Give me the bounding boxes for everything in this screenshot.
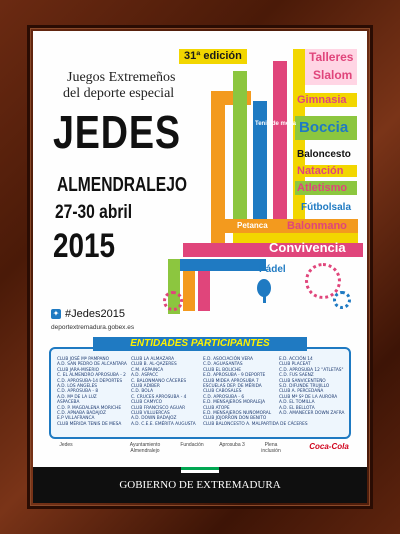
entidades-heading: ENTIDADES PARTICIPANTES (93, 337, 307, 351)
entidad-item: CLUB FRANCISCO AGUAR (131, 405, 186, 411)
entidad-item: CLUB LA ALMAZARA (131, 357, 175, 362)
entidad-item: E.D. MENSAJEROS NUÑOMORAL (203, 411, 272, 417)
government-label: GOBIERNO DE EXTREMADURA (119, 479, 281, 491)
tube-green-vertical (233, 71, 247, 241)
entidades-box (49, 347, 351, 439)
entidad-item: ESCUELAS DEP. DE MÉRIDA (203, 384, 262, 390)
logo-jedes: Jedes (59, 442, 73, 448)
entidad-item: C.D. APNABA BADAJOZ (57, 411, 106, 417)
twitter-icon: ✦ (52, 309, 60, 318)
entidad-item: CLUB CAMYCO (131, 400, 163, 406)
event-dates: 27-30 abril (55, 202, 133, 223)
entidad-item: CLUB ADIBER (131, 384, 160, 390)
event-title-line1: Juegos Extremeños (67, 70, 176, 85)
entidad-item: CLUB CABOSALES (203, 389, 242, 395)
sport-petanca: Petanca (237, 221, 268, 230)
entidad-item: ASPACEBA (57, 400, 80, 406)
entidad-item: A.D. Mª DE LA LUZ (57, 394, 97, 400)
entidad-item: CLUB A. PERCEDANA (279, 389, 324, 395)
entidad-item: C.D. P. MAGDALENA MORICHE (57, 405, 122, 411)
entidad-item: A.D. EL BELLOTA (279, 405, 315, 411)
event-name: JEDES (53, 106, 181, 158)
logo-coca-cola: Coca-Cola (309, 442, 349, 451)
entidad-item: CLUB PLACEAT (279, 362, 311, 368)
hashtag: #Jedes2015 (65, 308, 125, 320)
entidad-item: CLUB EL BOLICHE (203, 367, 241, 373)
entidad-item: C.D. APROSUBA-14 DEPORTES (57, 378, 123, 384)
entidad-item: E.D. MENSAJEROS MORALEJA (203, 400, 266, 406)
event-city: ALMENDRALEJO (57, 174, 188, 196)
entidad-item: A.D. SAN PEDRO DE ALCANTARA (57, 362, 127, 368)
entidad-item: CLUB SANVICENTEÑO (279, 378, 326, 384)
sport-futbolsala: Fútbolsala (301, 202, 352, 213)
sport-atletismo: Atletismo (297, 182, 348, 194)
entidad-item: CLUB VILLUERCAS (131, 411, 170, 417)
flag-icon (181, 467, 219, 477)
entidad-item: A.D. ASPACC (131, 373, 159, 379)
tube-pink-left (198, 271, 210, 311)
entidad-item: C.D. AGUASANTAS (203, 362, 243, 368)
logo-aprosuba: Aprosuba 3 (219, 442, 245, 448)
entidad-item: C.D. APROSUBA - 6 (203, 394, 245, 400)
entidad-item: CLUB ATOPE (203, 405, 230, 411)
dotted-ring-small-icon (333, 291, 351, 309)
entidad-item: CLUB BALONCESTO A. MALPARTIDA DE CÁCERES (203, 421, 308, 427)
entidad-item: A.D. DOWN BADAJOZ (131, 416, 177, 422)
sport-baloncesto: Baloncesto (297, 149, 351, 160)
entidades-col4 (279, 357, 344, 416)
sport-boccia: Boccia (299, 119, 349, 136)
entidad-item: C. CRUCES APROSUBA - 4 (131, 394, 187, 400)
entidad-item: C.D. APROSUBA - 8 (57, 389, 99, 395)
website: deportextremadura.gobex.es (51, 324, 135, 331)
entidad-item: S.D. DIFUNDE TRUJILLO (279, 384, 330, 390)
padel-handle-icon (263, 295, 266, 303)
entidad-item: C.M. ASPAINCA (131, 367, 164, 373)
entidad-item: E.D. ACCIÓN 14 (279, 357, 313, 362)
entidad-item: CLUB JOSÉ Mª PAMPANO (57, 357, 110, 362)
event-year: 2015 (53, 227, 116, 265)
entidad-item: C.D. APROSUBA 12 "ATLETAS" (279, 367, 344, 373)
sport-talleres: Talleres (309, 50, 354, 64)
entidad-item: E.D. ASOCIACIÓN VERA (203, 357, 253, 362)
edition-badge: 31ª edición (179, 49, 247, 64)
entidad-item: CLUB Mª Sº DE LA AURORA (279, 394, 338, 400)
sport-gimnasia: Gimnasia (297, 94, 347, 106)
logo-fundacion: Fundación (180, 442, 204, 448)
event-title-line2: del deporte especial (63, 86, 175, 101)
sport-tenis-de-mesa: Tenis de mesa (255, 121, 296, 127)
dotted-ring-icon (163, 291, 183, 311)
entidades-col2 (131, 357, 196, 427)
sport-padel: Pádel (259, 264, 286, 275)
entidad-item: C. EL ALMENDRO APROSUBA - 2 (57, 373, 126, 379)
sport-convivencia: Convivencia (269, 240, 346, 255)
entidad-item: C.D. FUS SAENZ (279, 373, 314, 379)
entidad-item: E.D. APROSUBA - 9 DEPORTE (203, 373, 266, 379)
entidad-item: CLUB JOJORRON DON BENITO (203, 416, 267, 422)
entidad-item: CLUB MIDEA APROSUBA 7 (203, 378, 259, 384)
sport-natacion: Natación (297, 165, 344, 177)
entidad-item: CLUB MÉRIDA TENIS DE MESA (57, 421, 122, 427)
entidad-item: A.D. LOS ANGELES (57, 384, 98, 390)
entidades-col1 (57, 357, 127, 427)
entidad-item: CLUB B. AL-QAZERES (131, 362, 177, 368)
sport-balonmano: Balonmano (287, 220, 347, 232)
entidad-item: A.D. C.E.E. EMÉRITA AUGUSTA (131, 421, 196, 427)
entidad-item: CLUB JARA-MISERIO (57, 367, 100, 373)
entidad-item: C. BALONMANO CÁCERES (131, 378, 187, 384)
entidad-item: A.D. AMANECER DOWN ZAFRA (279, 411, 345, 417)
entidad-item: A.D. EL TOMILLA (279, 400, 315, 406)
entidad-item: C.D. BOLA (131, 389, 154, 395)
tube-blue-bottom (168, 259, 266, 271)
poster (33, 31, 367, 503)
entidad-item: E.P VILLAFRANCA (57, 416, 95, 422)
tube-orange-left (183, 271, 195, 311)
logo-plena-inclusion: Plena inclusión (261, 442, 281, 454)
sport-slalom: Slalom (313, 68, 353, 82)
logo-ayuntamiento: Ayuntamiento Almendralejo (129, 442, 161, 454)
